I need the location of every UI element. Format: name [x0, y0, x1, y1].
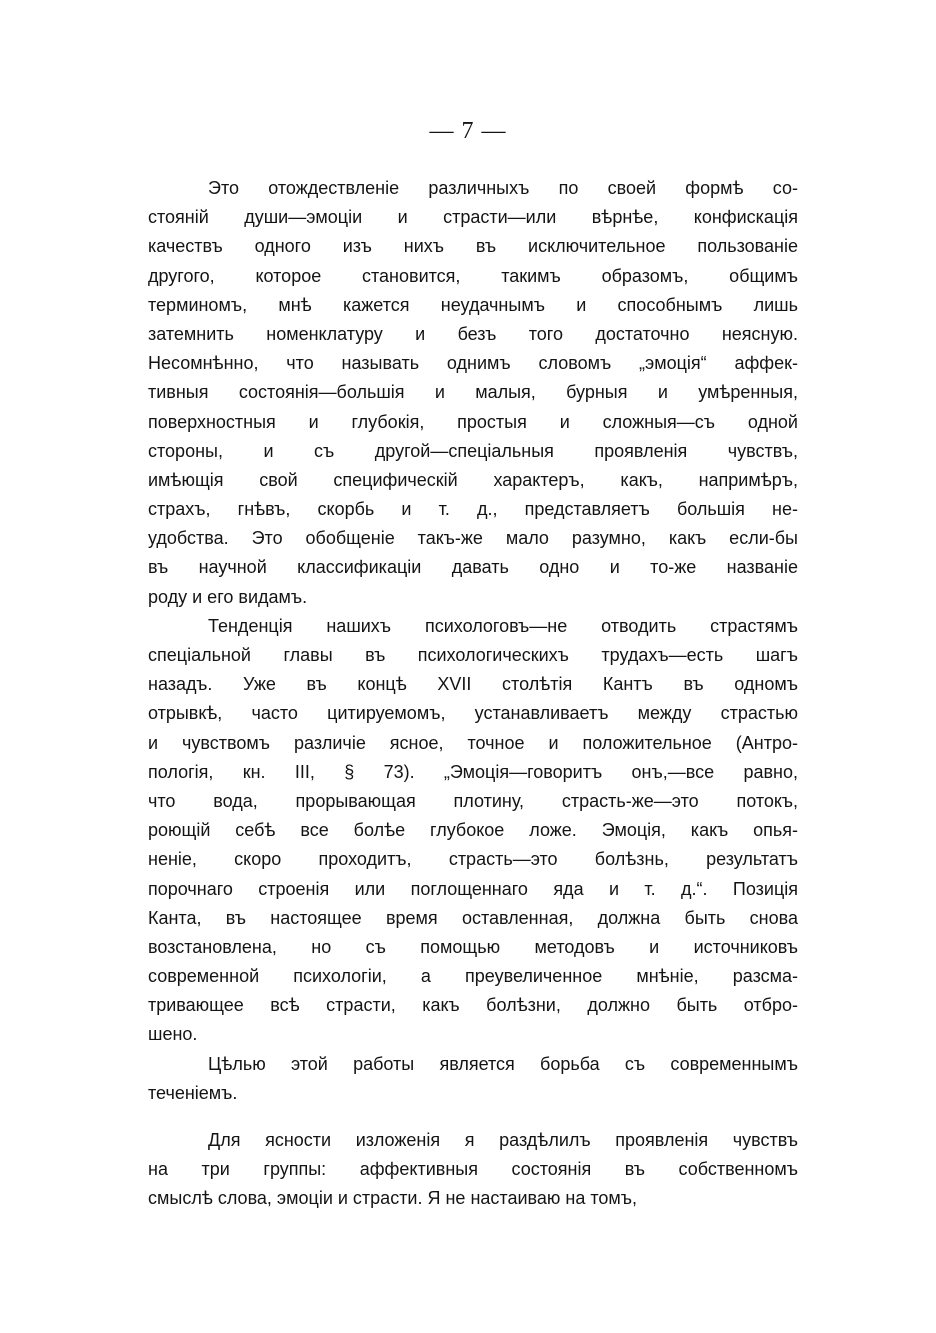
paragraph — [148, 1050, 798, 1108]
text-line: спеціальной главы въ психологическихъ трудахъ—есть шагъ — [148, 645, 798, 665]
text-line: современной психологіи, а преувеличенное мнѣніе, разсма- — [148, 966, 798, 987]
section-text — [148, 1126, 798, 1214]
text-line: Канта, въ настоящее время оставленная, должна быть снова — [148, 907, 798, 928]
text-line: стороны, и съ другой—спеціальныя проявленія чувствъ, — [148, 440, 798, 461]
text-line: возстановлена, но съ помощью методовъ и источниковъ — [148, 936, 798, 957]
text-line: тривающее всѣ страсти, какъ болѣзни, должно быть отбро- — [148, 995, 798, 1016]
text-line: порочнаго строенія или поглощеннаго яда и т. д.“. Позиція — [148, 878, 798, 899]
text-line: страхъ, гнѣвъ, скорбь и т. д., представляетъ большія не- — [148, 499, 798, 520]
text-line: назадъ. Уже въ концѣ XVII столѣтія Кантъ въ одномъ — [148, 674, 798, 695]
text-line: поверхностныя и глубокія, простыя и сложныя—съ одной — [148, 411, 798, 432]
text-line: терминомъ, мнѣ кажется неудачнымъ и способнымъ лишь — [148, 294, 798, 315]
main-text — [148, 174, 798, 1108]
text-line: отрывкѣ, часто цитируемомъ, устанавливаетъ между страстью — [148, 703, 798, 724]
text-line: и чувствомъ различіе ясное, точное и положительное (Антро- — [148, 732, 798, 753]
text-line: тивныя состоянія—большія и малыя, бурныя и умѣренныя, — [148, 382, 798, 403]
text-line: теченіемъ. — [148, 1082, 238, 1103]
text-line: смыслѣ слова, эмоціи и страсти. Я не настаиваю на томъ, — [148, 1188, 638, 1209]
text-line: качествъ одного изъ нихъ въ исключительное пользованіе — [148, 236, 798, 257]
paragraph — [148, 1126, 798, 1214]
text-line: шено. — [148, 1024, 198, 1045]
text-line: другого, которое становится, такимъ образомъ, общимъ — [148, 265, 798, 286]
text-line: удобства. Это обобщеніе такъ-же мало разумно, какъ если-бы — [148, 528, 798, 549]
text-line: роду и его видамъ. — [148, 586, 308, 607]
text-line: затемнить номенклатуру и безъ того достаточно неясную. — [148, 323, 798, 344]
text-line: что вода, прорывающая плотину, страсть-же—это потокъ, — [148, 790, 798, 811]
text-line: въ научной классификаціи давать одно и то-же названіе — [148, 557, 798, 578]
text-line: Это отождествленіе различныхъ по своей формѣ со- — [208, 178, 798, 198]
text-line: Для ясности изложенія я раздѣлилъ проявленія чувствъ — [208, 1130, 798, 1150]
page-number: — 7 — — [429, 118, 507, 144]
paragraph — [148, 612, 798, 1050]
text-line: имѣющія свой специфическій характеръ, какъ, напримѣръ, — [148, 469, 798, 490]
text-line: Тенденція нашихъ психологовъ—не отводить страстямъ — [208, 615, 798, 636]
text-line: роющій себѣ все болѣе глубокое ложе. Эмоція, какъ опья- — [148, 820, 798, 841]
text-line: стояній души—эмоціи и страсти—или вѣрнѣе, конфискація — [148, 207, 798, 228]
text-line: Несомнѣнно, что называть однимъ словомъ „эмоція“ аффек- — [148, 353, 798, 374]
paragraph — [148, 174, 798, 612]
text-line: неніе, скоро проходитъ, страсть—это болѣзнь, результатъ — [148, 849, 798, 870]
text-line: пологія, кн. III, § 73). „Эмоція—говоритъ онъ,—все равно, — [148, 761, 798, 782]
text-line: Цѣлью этой работы является борьба съ современнымъ — [208, 1053, 798, 1074]
text-line: на три группы: аффективныя состоянія въ собственномъ — [148, 1159, 798, 1180]
